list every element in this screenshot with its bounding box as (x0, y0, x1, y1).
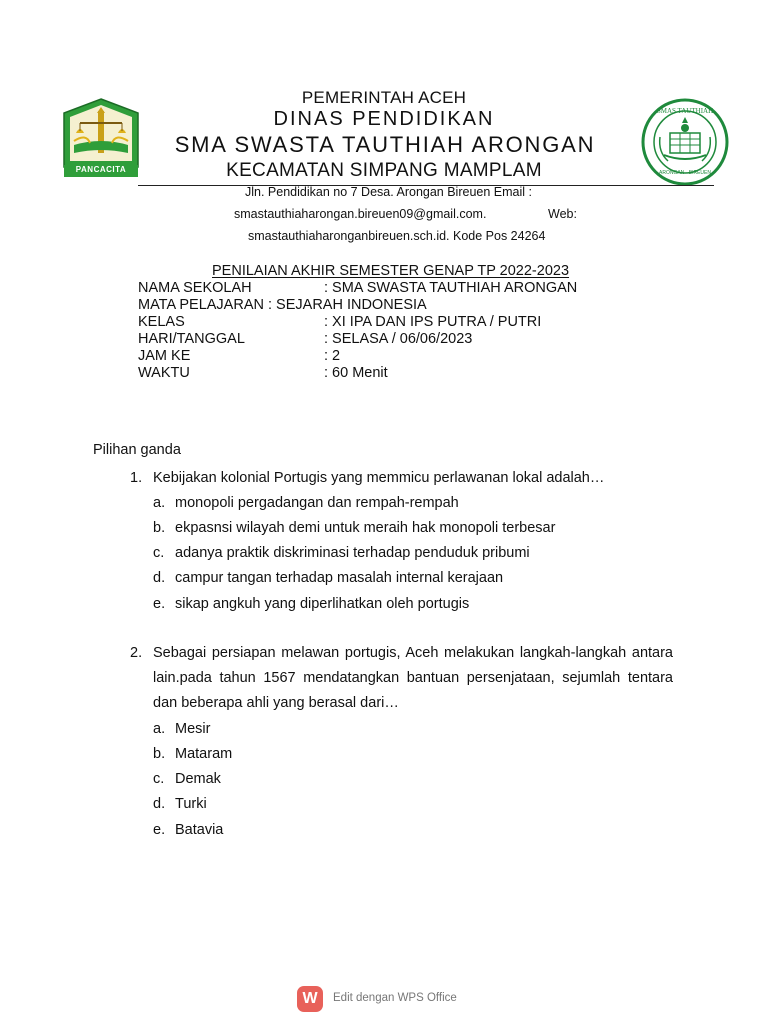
option-text: Turki (175, 796, 207, 812)
info-label: NAMA SEKOLAH (138, 280, 252, 296)
option-letter: b. (153, 746, 166, 762)
wps-office-icon[interactable]: W (297, 986, 323, 1012)
letterhead-department: DINAS PENDIDIKAN (273, 108, 495, 130)
info-label: JAM KE (138, 348, 191, 364)
option-text: ekpasnsi wilayah demi untuk meraih hak monopoli terbesar (175, 520, 556, 536)
letterhead-school-name: SMA SWASTA TAUTHIAH ARONGAN (174, 132, 596, 157)
option-letter: d. (153, 570, 166, 586)
option-letter: c. (153, 771, 165, 787)
option-letter: a. (153, 495, 166, 511)
question-number: 2. (130, 645, 143, 661)
option-item (153, 742, 232, 767)
option-item (153, 516, 555, 541)
option-text: Demak (175, 771, 221, 787)
option-text: adanya praktik diskriminasi terhadap penduduk pribumi (175, 545, 530, 561)
address-line-1: Jln. Pendidikan no 7 Desa. Arongan Bireuen Email : (245, 185, 532, 199)
option-letter: a. (153, 721, 166, 737)
info-value: : 60 Menit (324, 365, 388, 381)
option-text: sikap angkuh yang diperlihatkan oleh portugis (175, 596, 470, 612)
info-label: WAKTU (138, 365, 190, 381)
option-item (153, 818, 223, 843)
option-item (153, 592, 469, 617)
info-value: : XI IPA DAN IPS PUTRA / PUTRI (324, 314, 542, 330)
section-title: Pilihan ganda (93, 442, 181, 458)
option-text: Mesir (175, 721, 211, 737)
option-letter: c. (153, 545, 165, 561)
option-item (153, 541, 530, 566)
question-number: 1. (130, 470, 143, 486)
option-item (153, 767, 221, 792)
info-value: : SMA SWASTA TAUTHIAH ARONGAN (324, 280, 578, 296)
info-value: : SELASA / 06/06/2023 (324, 331, 473, 347)
address-web-label: Web: (548, 207, 577, 221)
option-item (153, 717, 210, 742)
option-item (153, 566, 503, 591)
question-text: Kebijakan kolonial Portugis yang memmicu perlawanan lokal adalah… (153, 470, 605, 486)
option-text: monopoli pergadangan dan rempah-rempah (175, 495, 459, 511)
address-email: smastauthiaharongan.bireuen09@gmail.com. (234, 207, 487, 221)
option-item (153, 491, 459, 516)
option-letter: b. (153, 520, 166, 536)
info-value: : 2 (324, 348, 341, 364)
letterhead-government: PEMERINTAH ACEH (301, 88, 467, 107)
option-text: Batavia (175, 822, 224, 838)
info-label: MATA PELAJARAN : SEJARAH INDONESIA (138, 297, 427, 313)
letterhead-district: KECAMATAN SIMPANG MAMPLAM (226, 160, 542, 181)
option-item (153, 792, 207, 817)
option-letter: d. (153, 796, 166, 812)
option-text: campur tangan terhadap masalah internal kerajaan (175, 570, 504, 586)
wps-edit-link[interactable]: Edit dengan WPS Office (333, 992, 457, 1004)
option-text: Mataram (175, 746, 233, 762)
option-letter: e. (153, 822, 166, 838)
exam-title: PENILAIAN AKHIR SEMESTER GENAP TP 2022-2023 (212, 263, 570, 279)
info-label: KELAS (138, 314, 185, 330)
logo-text-top: SMAS TAUTHIAH (656, 107, 714, 115)
address-line-3: smastauthiaharonganbireuen.sch.id. Kode Pos 24264 (248, 229, 546, 243)
question-text: Sebagai persiapan melawan portugis, Aceh melakukan langkah-langkah antara lain.pada tahun 1567 mendatangkan bantuan persenjataan, sejumlah tentara dan beberapa ahli yang berasal dari… (153, 645, 673, 711)
info-label: HARI/TANGGAL (138, 331, 245, 347)
logo-text-bottom: ARONGAN - BIREUEN (659, 170, 711, 176)
logo-caption: PANCACITA (75, 165, 127, 174)
option-letter: e. (153, 596, 166, 612)
